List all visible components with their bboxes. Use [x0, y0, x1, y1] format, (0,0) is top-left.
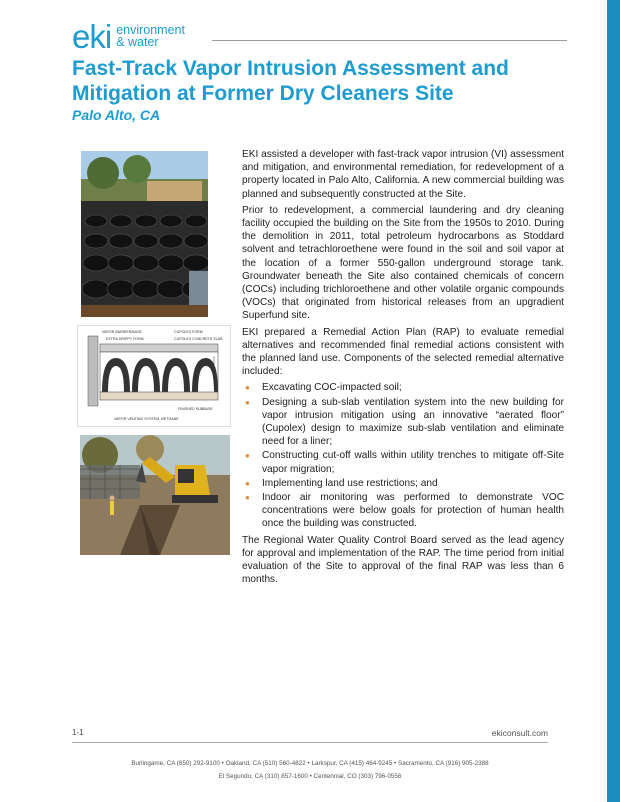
paragraph-history: Prior to redevelopment, a commercial laundering and dry cleaning facility occupied the building on the Site from the 1950s to 2010. During the demolition in 2011, total petroleum hydrocarbons as Stoddard solvent and tetrachloroethene were found in the soil and soil vapor at the location of a former 550-gallon underground storage tank. Groundwater beneath the Site also contained chemicals of concern (COCs) including trichloroethene and other volatile organic compounds (VOCs) that originated from historical releases from an upgradient Superfund site.	[242, 204, 564, 322]
logo-text	[116, 24, 185, 48]
list-item: ● Constructing cut-off walls within utility trenches to mitigate off-Site vapor migration;	[242, 449, 564, 475]
header-rule	[212, 40, 567, 41]
office-list-line-2: El Segundo, CA (310) 857-1600 • Centennial, CO (303) 796-0556	[218, 773, 402, 780]
list-item: ● Implementing land use restrictions; and	[242, 477, 564, 490]
website-link[interactable]: ekiconsult.com	[491, 728, 548, 738]
list-item: ● Designing a sub-slab ventilation system into the new building for vapor intrusion mitigation using an innovative “aerated floor” (Cupolex) design to maximize sub-slab ventilation and eliminate need for a liner;	[242, 396, 564, 449]
paragraph-intro: EKI assisted a developer with fast-track vapor intrusion (VI) assessment and mitigation, and environmental remediation, for redevelopment of a property located in Palo Alto, California. A new commercial building was planned and subsequently constructed at the Site.	[242, 149, 564, 200]
diagram-label-2: CUPOLEX FORM	[174, 330, 203, 334]
paragraph-rap: EKI prepared a Remedial Action Plan (RAP) to evaluate remedial alternatives and recommended final remedial actions consistent with the planned land use. Components of the selected remedial alternative included:	[242, 326, 564, 378]
aerated-floor-diagram	[77, 325, 231, 427]
brand-sidebar-bar	[607, 0, 620, 802]
diagram-label-3: EXTRA DRIPPY FORM	[106, 337, 144, 341]
cupolex-forms-photo	[81, 151, 208, 317]
diagram-label-1: VAPOR BARRIER/BASE	[102, 330, 142, 334]
remedial-components-list	[242, 381, 564, 530]
logo-mark: eki	[72, 17, 112, 55]
diagram-label-4: CUPOLEX CONCRETE SLAB	[174, 337, 223, 341]
footer-rule	[72, 742, 548, 743]
logo-line-1: environment	[116, 23, 185, 37]
page-title: Fast-Track Vapor Intrusion Assessment and Mitigation at Former Dry Cleaners Site	[72, 57, 509, 105]
excavation-photo	[80, 435, 230, 555]
diagram-label-6: VAPOR VENTING SYSTEM, METHANE	[114, 417, 179, 421]
paragraph-agency: The Regional Water Quality Control Board served as the lead agency for approval and implementation of the RAP. The time period from initial evaluation of the Site to approval of the final RAP was less than 6 months.	[242, 534, 564, 586]
page-number: 1-1	[72, 728, 84, 737]
body-text	[242, 148, 564, 590]
list-item: ● Indoor air monitoring was performed to demonstrate VOC concentrations were below goals for protection of human health once the building was constructed.	[242, 491, 564, 531]
logo-line-2: & water	[116, 35, 159, 49]
office-list-line-1: Burlingame, CA (650) 292-9100 • Oakland, CA (510) 560-4822 • Larkspur, CA (415) 464-9245 • Sacramento, CA (916) 905-2388	[131, 760, 489, 767]
diagram-label-5: FINISHED SUBBASE	[178, 407, 213, 411]
eki-logo	[72, 18, 185, 54]
page-subtitle: Palo Alto, CA	[72, 107, 161, 123]
list-item: ● Excavating COC-impacted soil;	[242, 381, 564, 394]
